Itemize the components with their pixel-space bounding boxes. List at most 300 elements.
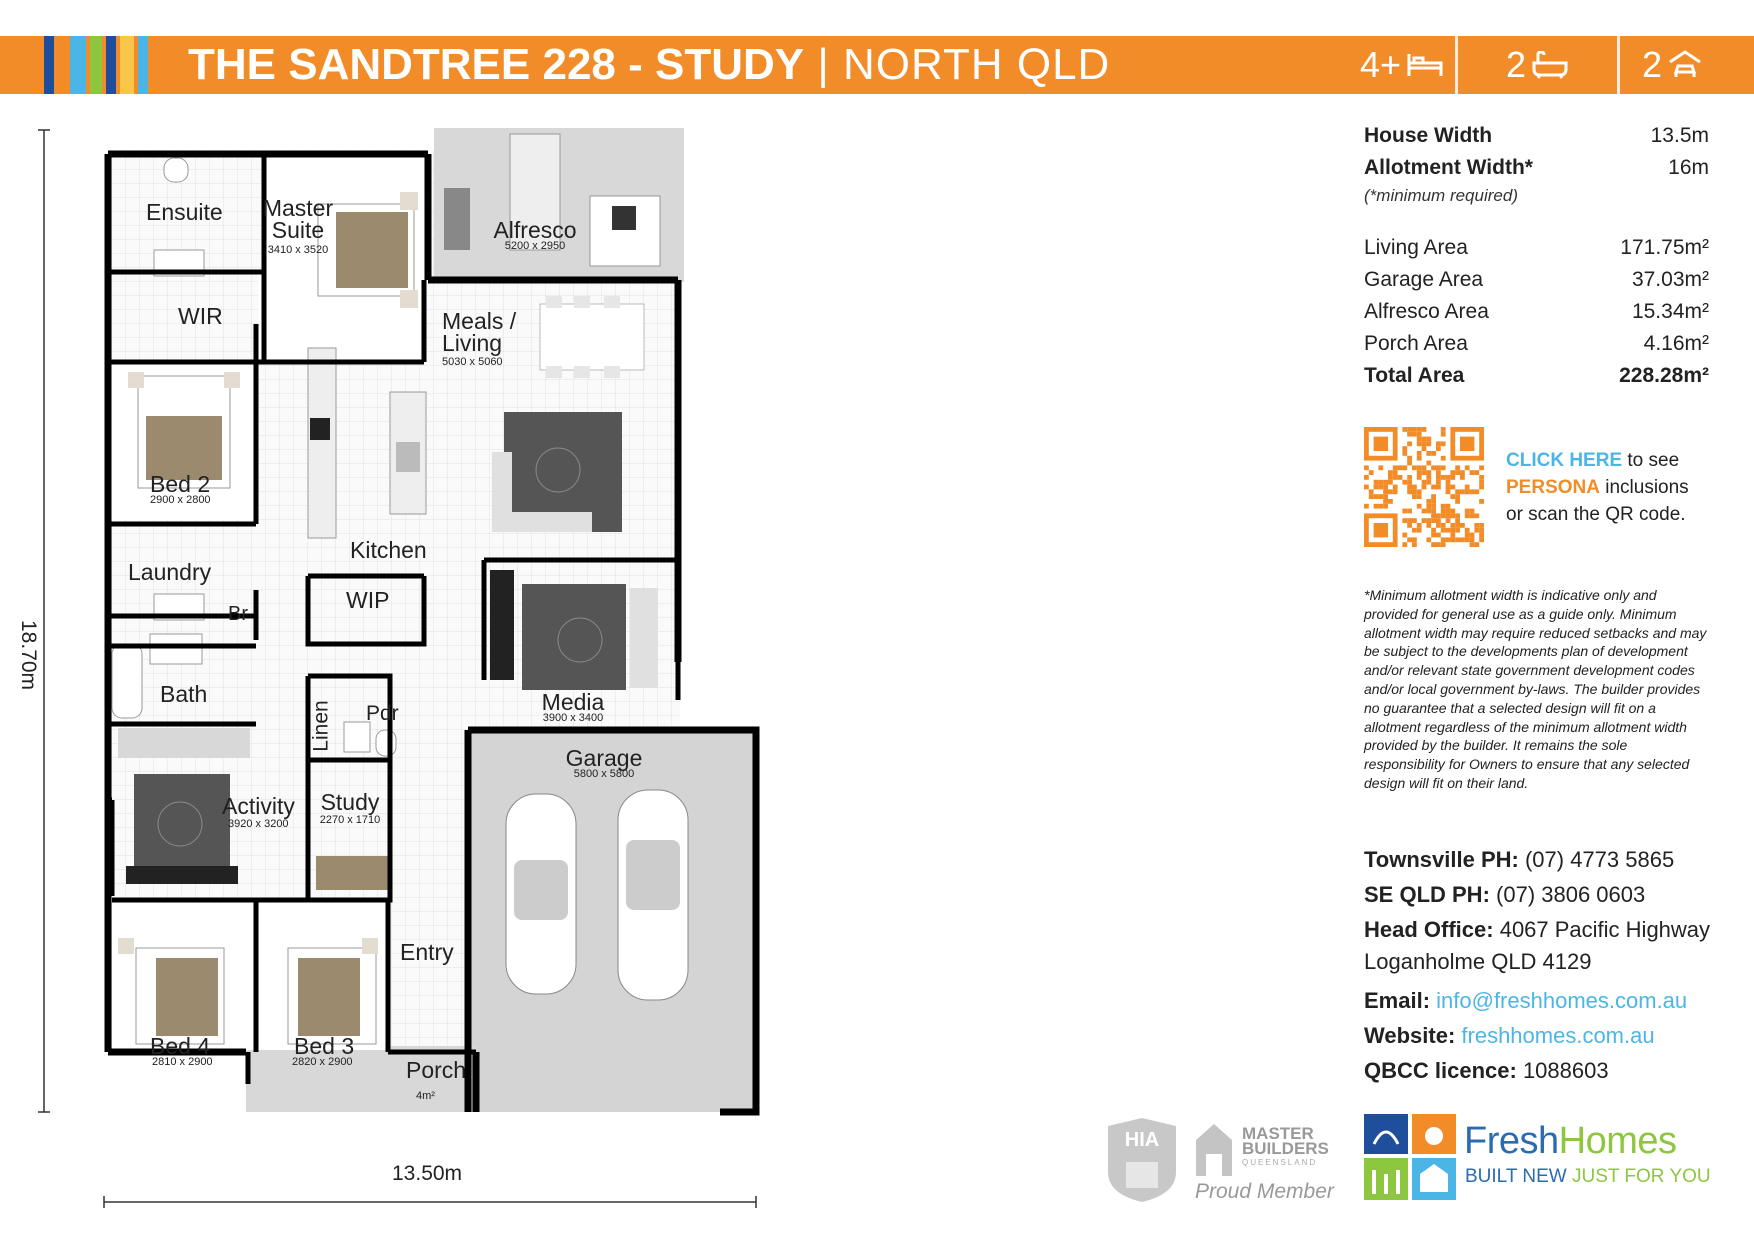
qr-module [1417,475,1422,480]
qr-module [1426,523,1431,528]
qr-module [1431,451,1436,456]
qr-module [1431,518,1436,523]
house-width-row [1364,120,1709,152]
website-row [1364,1018,1724,1053]
house-width-label: House Width [1364,124,1493,147]
qr-module [1374,437,1388,451]
qr-module [1441,542,1446,547]
qr-module [1436,518,1441,523]
qr-module [1474,513,1479,518]
qr-module [1465,509,1470,514]
head-office [1364,912,1724,947]
area-value: 171.75m² [1620,236,1709,259]
qr-module [1422,480,1427,485]
brand-stripe [120,36,134,94]
room-garage-label: Garage [565,745,643,771]
qr-module [1412,489,1417,494]
qr-module [1412,494,1417,499]
qbcc-number: 1088603 [1516,1058,1609,1083]
qr-module [1407,537,1412,542]
qr-module [1422,470,1427,475]
qr-module [1417,494,1422,499]
qr-module [1450,475,1455,480]
room-linen-label: Linen [309,700,333,752]
design-region: NORTH QLD [843,40,1111,89]
qr-module [1431,528,1436,533]
qr-module [1422,465,1427,470]
qr-module [1465,528,1470,533]
qr-module [1446,537,1451,542]
qr-module [1450,528,1455,533]
car-right [618,790,688,1000]
qr-module [1479,533,1484,538]
qr-module [1407,475,1412,480]
townsville-label: Townsville PH: [1364,847,1519,872]
qr-module [1446,504,1451,509]
specifications [1364,120,1709,392]
qr-module [1426,441,1431,446]
room-bed3-dim: 2820 x 2900 [292,1056,353,1068]
qr-module [1398,475,1403,480]
room-garage-dim: 5800 x 5800 [573,768,635,780]
qr-module [1417,432,1422,437]
qr-module [1407,456,1412,461]
qr-module [1364,475,1369,480]
powder-toilet [376,730,396,756]
qr-module [1374,504,1379,509]
qr-module [1479,523,1484,528]
qr-module [1426,504,1431,509]
area-label: Garage Area [1364,268,1484,291]
qr-module [1393,475,1398,480]
width-dimension-line [104,1196,756,1208]
qr-module [1446,518,1451,523]
qr-module [1455,489,1460,494]
qr-module [1431,499,1436,504]
qr-module [1446,528,1451,533]
seqld-number[interactable]: (07) 3806 0603 [1489,882,1646,907]
qr-module [1446,475,1451,480]
qr-module [1426,461,1431,466]
qr-module [1398,465,1403,470]
car-garage-icon [1668,50,1702,80]
qr-module [1422,518,1427,523]
qr-module [1446,509,1451,514]
qr-module [1422,509,1427,514]
email-link[interactable]: info@freshhomes.com.au [1430,988,1688,1013]
room-wip-label: WIP [346,587,390,613]
qr-module [1474,470,1479,475]
qr-module [1465,489,1470,494]
bed-icon [1407,52,1443,78]
qr-module [1465,513,1470,518]
qr-module [1479,528,1484,533]
qr-module [1417,451,1422,456]
qr-module [1474,542,1479,547]
qr-module [1364,485,1369,490]
garage-count-value: 2 [1642,44,1663,85]
website-link[interactable]: freshhomes.com.au [1455,1023,1655,1048]
qr-module [1426,451,1431,456]
qr-module [1441,441,1446,446]
car-left [506,794,576,994]
area-value: 37.03m² [1631,268,1709,291]
qr-module [1431,494,1436,499]
qr-module [1479,537,1484,542]
room-porch-dim: 4m² [416,1090,435,1102]
room-ensuite-label: Ensuite [146,199,223,225]
room-activity-label: Activity [222,793,295,819]
master-builders-text: MASTER BUILDERS [1242,1124,1329,1158]
head-office-address: 4067 Pacific Highway [1493,917,1711,942]
area-row [1364,232,1709,264]
qr-module [1422,427,1427,432]
qr-module [1455,494,1460,499]
qr-module [1422,437,1427,442]
bathtub [112,644,142,718]
qr-module [1412,432,1417,437]
floor-plan [0,100,780,1220]
room-study-dim: 2270 x 1710 [319,814,381,826]
qr-module [1474,528,1479,533]
qr-module [1393,465,1398,470]
seqld-phone [1364,877,1724,912]
floor-plan-drawing [0,100,780,1220]
email-label: Email: [1364,988,1431,1013]
qr-module [1426,499,1431,504]
qr-module [1455,470,1460,475]
room-alfresco-label: Alfresco [493,217,577,243]
qr-module [1412,542,1417,547]
qr-module [1436,480,1441,485]
qr-module [1460,475,1465,480]
to-see-text: to see [1622,450,1680,471]
qr-module [1388,480,1393,485]
qr-module [1407,523,1412,528]
qr-module [1479,465,1484,470]
qr-module [1441,427,1446,432]
total-area-label: Total Area [1364,364,1465,387]
bath-icon [1532,51,1568,79]
dining-table [540,296,644,378]
qr-module [1412,465,1417,470]
click-here-link[interactable]: CLICK HERE [1506,450,1623,471]
brand-stripe [106,36,116,94]
qr-module [1455,518,1460,523]
qr-module [1431,542,1436,547]
ensuite-toilet [164,158,188,182]
qr-module [1431,504,1436,509]
qr-module [1436,513,1441,518]
qr-module [1479,475,1484,480]
qr-module [1470,513,1475,518]
area-value: 4.16m² [1643,332,1709,355]
area-row [1364,328,1709,360]
fresh-homes-tagline: BUILT NEW JUST FOR YOU [1465,1166,1711,1187]
room-study-label: Study [320,789,380,815]
area-row [1364,296,1709,328]
inclusions-text: inclusions [1599,477,1689,498]
qr-module [1436,523,1441,528]
room-bed4-label: Bed 4 [150,1033,211,1059]
persona-inclusions [1364,427,1709,547]
qr-module [1369,470,1374,475]
room-meals-dim: 5030 x 5060 [442,356,503,368]
qr-module [1441,504,1446,509]
qr-module [1378,485,1383,490]
qr-module [1374,485,1379,490]
qr-module [1369,489,1374,494]
qr-module [1460,537,1465,542]
seqld-label: SE QLD PH: [1364,882,1490,907]
qr-module [1465,537,1470,542]
qr-module [1436,470,1441,475]
master-builders-logo [1192,1116,1332,1206]
qr-module [1426,437,1431,442]
allotment-width-label: Allotment Width* [1364,156,1533,179]
room-entry-label: Entry [400,939,454,965]
powder-vanity [344,722,370,752]
qr-module [1446,480,1451,485]
overall-width-label: 13.50m [392,1162,463,1185]
qr-module [1431,465,1436,470]
disclaimer: *Minimum allotment width is indicative only and provided for general use as a guide only. Minimum allotment width may require reduced setbacks and may be subject to the developments plan of development and/or relevant state government development codes and/or local government by-laws. The builder provides no guarantee that a selected design will fit on a allotment regardless of the minimum allotment width provided by the builder. It remains the sole responsibility for Owners to ensure that any selected design will fit on their land. [1364,587,1707,791]
qr-module [1455,528,1460,533]
area-label: Alfresco Area [1364,300,1489,323]
brand-stripe [90,36,102,94]
scan-text: or scan the QR code. [1506,504,1686,525]
qr-module [1426,537,1431,542]
room-bath-label: Bath [160,681,208,707]
qr-module [1450,533,1455,538]
qr-module [1441,465,1446,470]
qr-module [1431,533,1436,538]
bathroom-count-value: 2 [1506,44,1527,85]
qr-module [1374,494,1379,499]
qr-module [1446,489,1451,494]
hia-logo [1104,1116,1180,1204]
qr-module [1383,485,1388,490]
room-laundry-label: Laundry [128,559,212,585]
qr-module [1378,504,1383,509]
qr-module [1417,437,1422,442]
qr-module [1479,480,1484,485]
allotment-width-value: 16m [1668,156,1709,179]
qr-module [1378,480,1383,485]
brand-stripe [44,36,54,94]
qr-module [1417,427,1422,432]
qr-caption [1506,447,1689,528]
qr-module [1436,533,1441,538]
bed3-bed [288,938,378,1044]
qr-module [1412,485,1417,490]
townsville-phone [1364,842,1724,877]
qr-module [1369,494,1374,499]
qr-module [1446,485,1451,490]
header-divider [1617,36,1620,94]
qr-module [1455,523,1460,528]
qr-module [1388,470,1393,475]
title-separator: | [804,40,843,89]
website-label: Website: [1364,1023,1456,1048]
qr-module [1402,518,1407,523]
qr-module [1407,427,1412,432]
room-pdr-label: Pdr [366,702,399,725]
qr-module [1474,489,1479,494]
townsville-number[interactable]: (07) 4773 5865 [1518,847,1675,872]
qr-module [1479,499,1484,504]
qr-module [1446,513,1451,518]
fresh-homes-wordmark: FreshHomes [1464,1120,1677,1162]
qr-module [1407,432,1412,437]
qr-module [1402,446,1407,451]
qr-module [1417,456,1422,461]
qr-module [1383,504,1388,509]
bedroom-count-value: 4+ [1360,44,1402,85]
room-master-dim: 3410 x 3520 [267,244,329,256]
qr-module [1426,470,1431,475]
qr-module [1417,489,1422,494]
room-alfresco-dim: 5200 x 2950 [504,240,566,252]
qr-module [1378,494,1383,499]
qr-module [1407,461,1412,466]
qr-module [1412,528,1417,533]
brand-stripe [138,36,148,94]
qr-module [1441,513,1446,518]
qr-module [1407,509,1412,514]
fresh-homes-logo-mark [1364,1114,1456,1200]
qr-module [1407,480,1412,485]
qr-module [1374,480,1379,485]
bedroom-count [1360,40,1443,90]
qr-module [1388,489,1393,494]
room-meals-label: Meals / Living [442,308,517,356]
qr-module [1364,504,1369,509]
qr-module [1470,533,1475,538]
qr-module [1450,509,1455,514]
room-media-dim: 3900 x 3400 [542,712,604,724]
qr-module [1417,441,1422,446]
qr-module [1470,537,1475,542]
bath-vanity [150,634,202,664]
qr-module [1426,480,1431,485]
qr-module [1470,489,1475,494]
email-row [1364,983,1724,1018]
head-office-label: Head Office: [1364,917,1494,942]
qr-module [1422,441,1427,446]
qr-module [1460,470,1465,475]
qr-module [1426,518,1431,523]
room-bed4-dim: 2810 x 2900 [152,1056,213,1068]
overall-height-label: 18.70m [17,620,40,691]
qr-module [1402,533,1407,538]
qr-module [1407,485,1412,490]
header-divider [1455,36,1458,94]
total-area-value: 228.28m² [1619,364,1709,387]
qr-module [1436,475,1441,480]
qr-module [1431,513,1436,518]
design-title [188,40,1110,90]
qr-module [1474,523,1479,528]
qr-module [1470,470,1475,475]
area-row [1364,264,1709,296]
master-builders-emblem [1192,1120,1236,1178]
qr-module [1436,542,1441,547]
qr-module [1465,533,1470,538]
qr-module [1436,485,1441,490]
qr-module [1450,470,1455,475]
qr-module [1412,427,1417,432]
area-label: Living Area [1364,236,1468,259]
persona-brand: PERSONA [1506,477,1600,498]
qr-module [1431,509,1436,514]
design-name: THE SANDTREE 228 - STUDY [188,40,805,89]
qr-module [1374,523,1388,537]
minimum-required-note: (*minimum required) [1364,186,1518,205]
qr-module [1441,475,1446,480]
qr-module [1431,485,1436,490]
room-kitchen-label: Kitchen [350,537,427,563]
total-area-row [1364,360,1709,392]
qbcc-label: QBCC licence: [1364,1058,1517,1083]
bathroom-count [1506,40,1568,90]
qr-module [1422,446,1427,451]
qr-module [1441,509,1446,514]
qr-module [1402,465,1407,470]
area-value: 15.34m² [1631,300,1709,323]
title-bar [0,36,1754,94]
qr-module [1393,489,1398,494]
qr-module [1422,485,1427,490]
qr-module [1402,451,1407,456]
qr-module [1465,465,1470,470]
qr-module [1470,509,1475,514]
qbcc-row [1364,1053,1724,1088]
room-media-label: Media [541,689,605,715]
room-bed2-label: Bed 2 [150,471,211,497]
qr-module [1460,523,1465,528]
qr-module [1402,480,1407,485]
qr-module [1412,518,1417,523]
room-porch-label: Porch [406,1057,467,1083]
qr-module [1460,489,1465,494]
qr-module [1417,523,1422,528]
qr-module [1402,427,1407,432]
qr-module [1417,470,1422,475]
qr-module [1441,537,1446,542]
qr-module [1441,432,1446,437]
room-bed3-label: Bed 3 [294,1033,355,1059]
contact-details [1364,842,1724,1088]
qr-module [1455,513,1460,518]
room-bed2-dim: 2900 x 2800 [150,494,211,506]
qr-module [1417,465,1422,470]
qr-module [1450,513,1455,518]
qr-module [1455,465,1460,470]
qr-module [1426,509,1431,514]
qr-module [1441,528,1446,533]
qr-module [1412,537,1417,542]
qr-module [1417,528,1422,533]
qr-module [1383,480,1388,485]
qr-code[interactable] [1364,427,1484,547]
master-builders-state: QUEENSLAND [1242,1158,1318,1167]
qr-module [1388,499,1393,504]
qr-module [1441,523,1446,528]
head-office-line2: Loganholme QLD 4129 [1364,949,1592,974]
qr-module [1383,494,1388,499]
qr-module [1436,441,1441,446]
